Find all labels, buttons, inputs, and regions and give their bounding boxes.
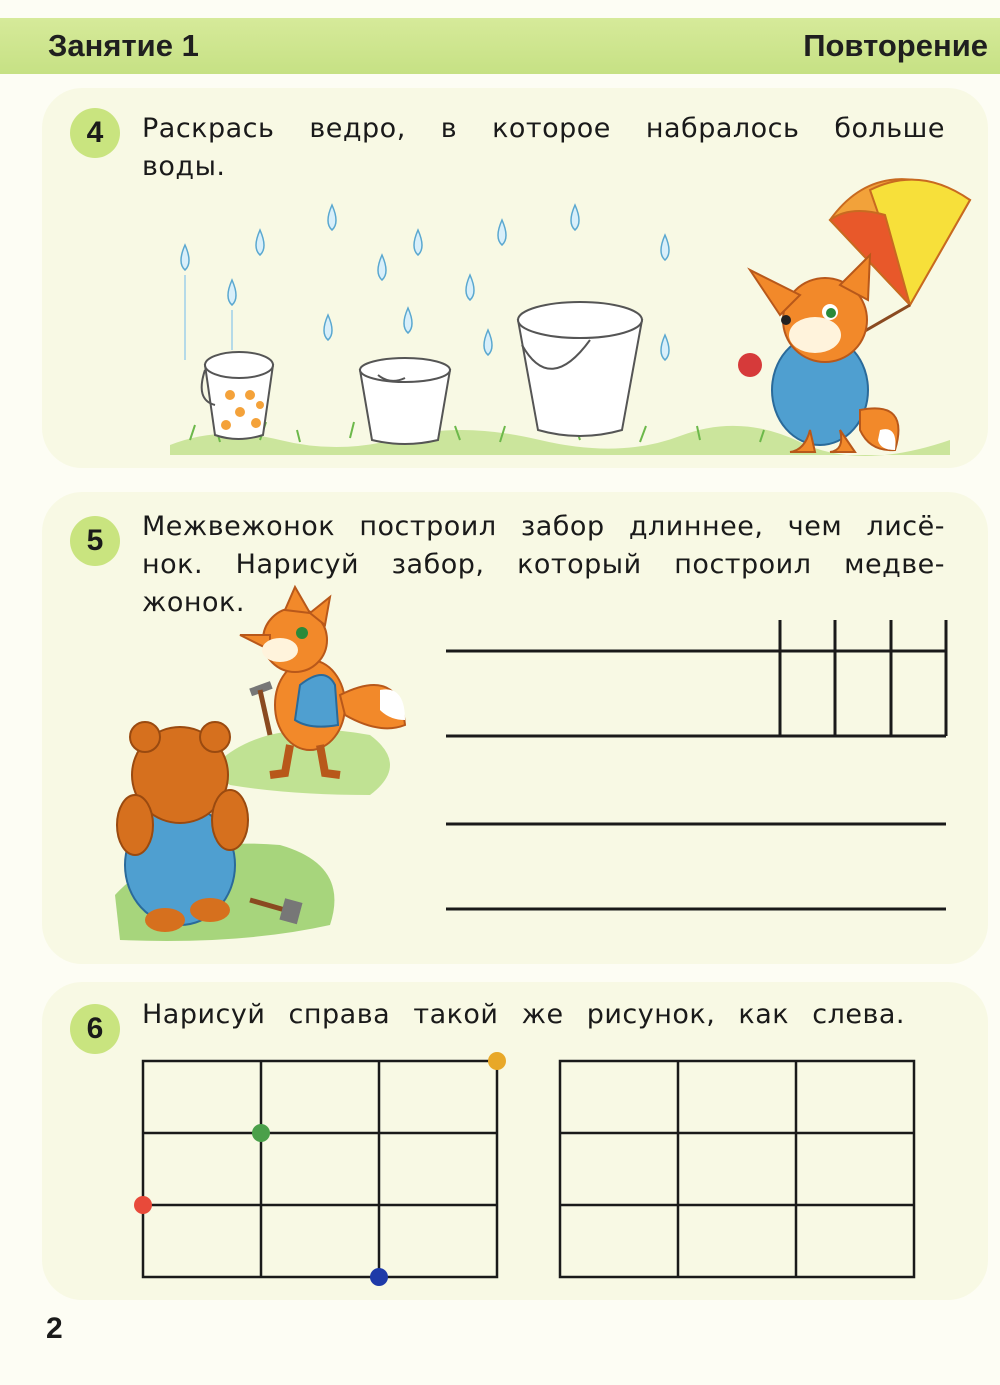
rain-buckets-illustration: [160, 190, 960, 460]
task-6-number: 6: [70, 1004, 120, 1054]
task-4-text: [142, 110, 945, 186]
empty-answer-grid[interactable]: [557, 1058, 917, 1280]
medium-bucket: [360, 358, 450, 444]
task-5-number: 5: [70, 516, 120, 566]
small-dotted-bucket: [202, 352, 273, 439]
large-bucket: [518, 302, 642, 436]
task-6-text: [142, 996, 905, 1034]
page-number: 2: [46, 1312, 63, 1345]
task-4-line: Раскрась ведро, в которое набралось больше: [142, 113, 945, 144]
sample-grid: [140, 1058, 505, 1286]
red-dot: [134, 1196, 152, 1214]
task-5-line: Межвежонок построил забор длиннее, чем лисё-: [142, 511, 945, 542]
fence-drawing-area: [440, 615, 950, 915]
section-title: Повторение: [803, 28, 988, 63]
task-5-line: жонок.: [142, 587, 245, 618]
task-5-line: нок. Нарисуй забор, который построил медве-: [142, 549, 945, 580]
orange-dot: [488, 1052, 506, 1070]
task-4-line: воды.: [142, 151, 226, 182]
lesson-title: Занятие 1: [48, 28, 199, 63]
page-header: [0, 18, 1000, 74]
green-dot: [252, 1124, 270, 1142]
fox-with-umbrella: [738, 179, 970, 452]
task-4-number: 4: [70, 108, 120, 158]
bear-and-fox-illustration: [110, 595, 430, 955]
task-6-line: Нарисуй справа такой же рисунок, как слева.: [142, 999, 905, 1030]
blue-dot: [370, 1268, 388, 1286]
